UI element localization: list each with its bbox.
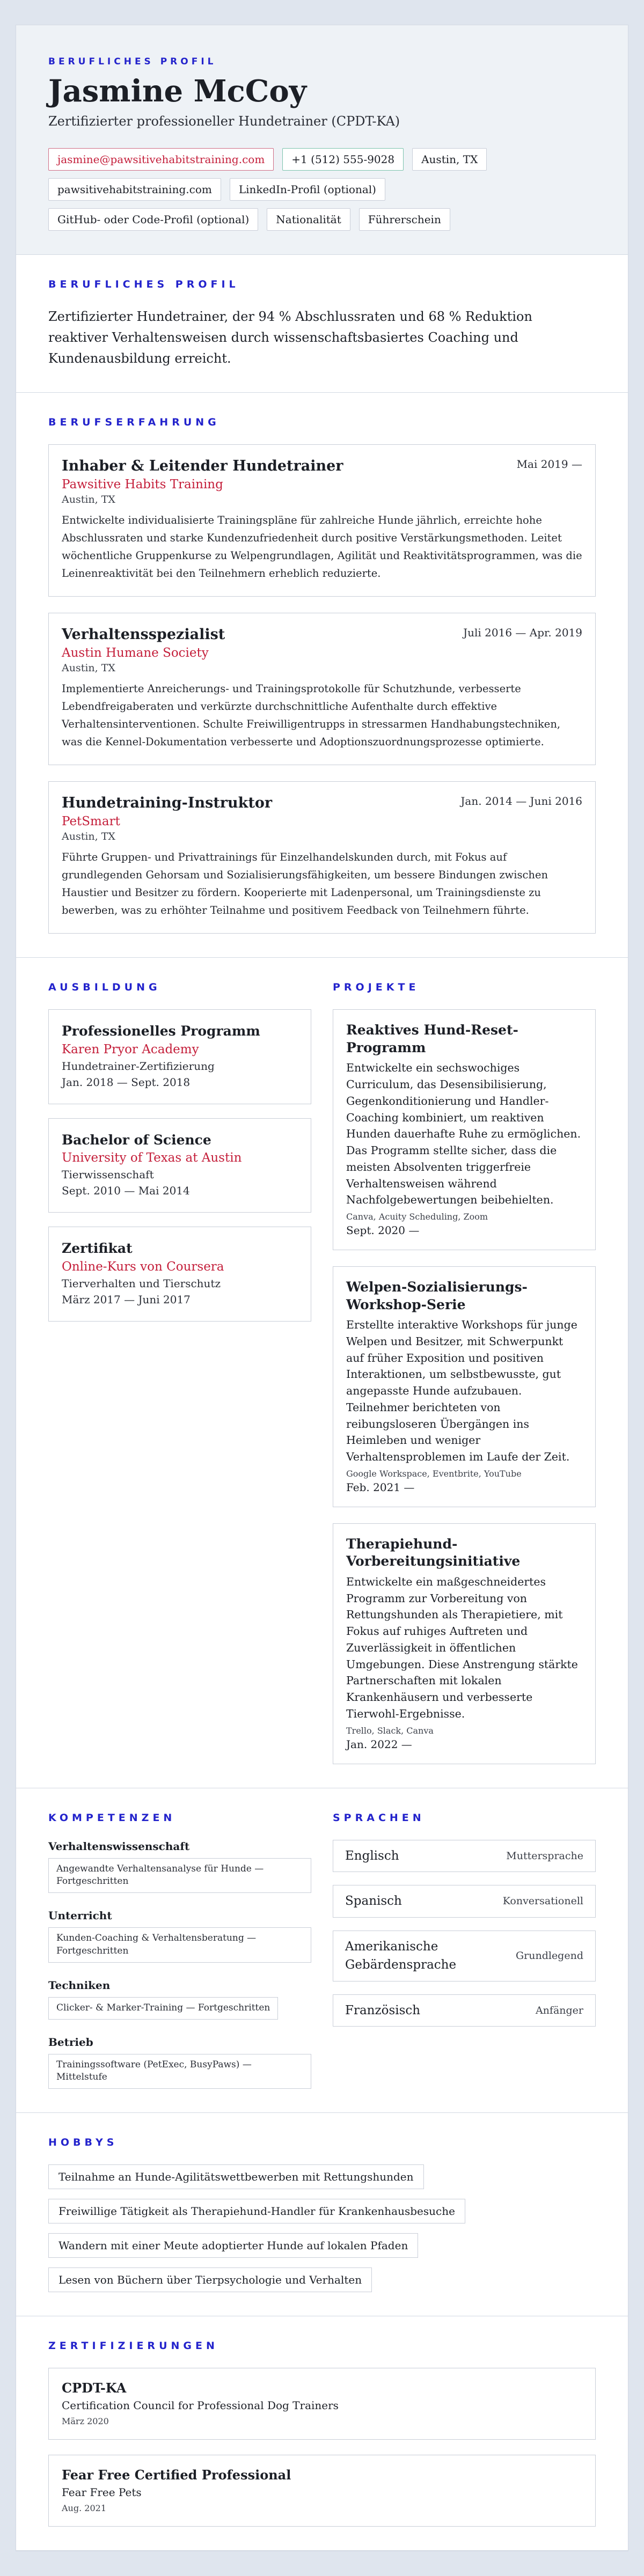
job-title: Inhaber & Leitender Hundetrainer (62, 458, 343, 475)
certifications-section (16, 2316, 628, 2551)
language-name: Englisch (345, 1848, 399, 1863)
hobby-item: Wandern mit einer Meute adoptierter Hunde auf lokalen Pfaden (48, 2233, 418, 2258)
hobby-item: Lesen von Büchern über Tierpsychologie und Verhalten (48, 2267, 372, 2292)
language-item (333, 1931, 596, 1981)
certification-date: Aug. 2021 (62, 2503, 106, 2514)
education-item (48, 1009, 311, 1104)
language-item (333, 1885, 596, 1918)
job-org: Pawsitive Habits Training (62, 478, 223, 492)
school-name: Online-Kurs von Coursera (62, 1259, 224, 1274)
certifications-heading: ZERTIFIZIERUNGEN (48, 2340, 218, 2352)
skills-column (48, 1812, 311, 2089)
experience-section (16, 393, 628, 958)
hobby-item: Teilnahme an Hunde-Agilitätswettbewerben mit Rettungshunden (48, 2164, 424, 2189)
skill-group (48, 1979, 311, 2020)
project-title: Therapiehund-Vorbereitungsinitiative (346, 1536, 521, 1569)
education-item (48, 1227, 311, 1322)
skill-item: Angewandte Verhaltensanalyse für Hunde — Fortgeschritten (48, 1858, 311, 1894)
degree-title: Zertifikat (62, 1241, 133, 1257)
field-of-study: Tierwissenschaft (62, 1168, 154, 1181)
project-date: Sept. 2020 — (346, 1224, 420, 1237)
contact-chips (48, 148, 585, 231)
experience-item (48, 613, 596, 765)
skills-heading: KOMPETENZEN (48, 1811, 176, 1824)
field-of-study: Tierverhalten und Tierschutz (62, 1276, 221, 1290)
skill-group (48, 1909, 311, 1963)
project-date: Feb. 2021 — (346, 1480, 415, 1494)
project-title: Reaktives Hund-Reset-Programm (346, 1022, 518, 1055)
project-date: Jan. 2022 — (346, 1737, 412, 1751)
profile-summary: Zertifizierter Hundetrainer, der 94 % Abschlussraten und 68 % Reduktion reaktiver Verhaltensweisen durch wissenschaftsbasiertes Coaching und Kundenausbildung erreicht. (48, 309, 532, 366)
skill-category: Techniken (48, 1978, 111, 1992)
certification-title: Fear Free Certified Professional (62, 2467, 291, 2483)
github-link[interactable]: GitHub- oder Code-Profil (optional) (48, 208, 258, 231)
education-date: Sept. 2010 — Mai 2014 (62, 1184, 190, 1198)
project-tools: Trello, Slack, Canva (346, 1725, 434, 1736)
experience-item (48, 781, 596, 934)
license-chip: Führerschein (359, 208, 450, 231)
resume-page (16, 25, 628, 2551)
website-link[interactable]: pawsitivehabitstraining.com (48, 178, 221, 201)
education-date: März 2017 — Juni 2017 (62, 1293, 191, 1306)
job-title: Verhaltensspezialist (62, 626, 225, 643)
certification-issuer: Fear Free Pets (62, 2486, 142, 2499)
job-org: Austin Humane Society (62, 646, 209, 660)
job-date: Juli 2016 — Apr. 2019 (463, 626, 582, 640)
language-level: Grundlegend (515, 1950, 583, 1962)
job-description: Führte Gruppen- und Privattrainings für Einzelhandelskunden durch, mit Fokus auf grundlegenden Gehorsam und Sozialisierungsfähigkeiten, um bessere Bindungen zwischen Haustier und Besitzer zu fördern. Kooperierte mit Ladenpersonal, um Trainingsdienste zu bewerben, was zu erhöhter Teilnahme und positivem Feedback von Teilnehmern führte. (62, 851, 548, 916)
job-location: Austin, TX (62, 662, 115, 674)
languages-heading: SPRACHEN (333, 1811, 425, 1824)
school-name: University of Texas at Austin (62, 1151, 242, 1165)
skill-group (48, 1840, 311, 1894)
degree-title: Professionelles Programm (62, 1023, 260, 1039)
certification-item (48, 2368, 596, 2440)
education-projects-section (16, 958, 628, 1788)
project-item (333, 1009, 596, 1250)
linkedin-link[interactable]: LinkedIn-Profil (optional) (230, 178, 385, 201)
skill-item: Clicker- & Marker-Training — Fortgeschritten (48, 1997, 278, 2020)
project-title: Welpen-Sozialisierungs-Workshop-Serie (346, 1279, 528, 1312)
education-column (48, 981, 311, 1764)
candidate-name: Jasmine McCoy (48, 74, 307, 109)
language-name: Spanisch (345, 1894, 402, 1909)
projects-column (333, 981, 596, 1764)
skill-category: Unterricht (48, 1909, 112, 1922)
header-eyebrow: BERUFLICHES PROFIL (48, 56, 217, 67)
job-org: PetSmart (62, 814, 120, 829)
location-chip: Austin, TX (412, 148, 487, 171)
project-description: Erstellte interaktive Workshops für junge Welpen und Besitzer, mit Schwerpunkt auf früher Exposition und positiven Interaktionen, um selbstbewusste, gut angepasste Hunde aufzubauen. Teilnehmer berichteten von reibungsloseren Übergängen ins Heimleben und weniger Verhaltensproblemen im Laufe der Zeit. (346, 1318, 577, 1464)
project-description: Entwickelte ein sechswochiges Curriculum, das Desensibilisierung, Gegenkonditionierung und Handler-Coaching kombiniert, um reaktiven Hunden dauerhafte Ruhe zu ermöglichen. Das Programm stellte sicher, dass die meisten Absolventen triggerfreie Verhaltensweisen während Nachfolgebewertungen beibehielten. (346, 1061, 581, 1207)
language-name: Französisch (345, 2003, 421, 2017)
project-description: Entwickelte ein maßgeschneidertes Programm zur Vorbereitung von Rettungshunden als Therapietiere, mit Fokus auf ruhiges Auftreten und Zuverlässigkeit in öffentlichen Umgebungen. Diese Anstrengung stärkte Partnerschaften mit lokalen Krankenhäusern und verbesserte Tierwohl-Ergebnisse. (346, 1575, 578, 1720)
experience-heading: BERUFSERFAHRUNG (48, 416, 220, 429)
hobbies-heading: HOBBYS (48, 2137, 118, 2149)
job-date: Mai 2019 — (516, 458, 582, 471)
skill-item: Kunden-Coaching & Verhaltensberatung — Fortgeschritten (48, 1927, 311, 1963)
language-name: Amerikanische Gebärdensprache (345, 1939, 457, 1972)
hobby-item: Freiwillige Tätigkeit als Therapiehund-Handler für Krankenhausbesuche (48, 2199, 465, 2223)
language-level: Anfänger (535, 2004, 583, 2016)
field-of-study: Hundetrainer-Zertifizierung (62, 1059, 215, 1073)
languages-column (333, 1812, 596, 2089)
education-date: Jan. 2018 — Sept. 2018 (62, 1075, 191, 1089)
language-level: Konversationell (502, 1895, 583, 1907)
resume-header (16, 25, 628, 255)
school-name: Karen Pryor Academy (62, 1042, 199, 1056)
nationality-chip: Nationalität (267, 208, 350, 231)
job-title: Hundetraining-Instruktor (62, 795, 273, 812)
certification-item (48, 2455, 596, 2527)
project-item (333, 1266, 596, 1507)
phone-link[interactable]: +1 (512) 555-9028 (282, 148, 404, 171)
education-heading: AUSBILDUNG (48, 981, 161, 994)
education-item (48, 1118, 311, 1213)
profile-section (16, 255, 628, 393)
job-date: Jan. 2014 — Juni 2016 (460, 795, 582, 808)
language-item (333, 1994, 596, 2027)
language-item (333, 1840, 596, 1873)
skills-languages-section (16, 1788, 628, 2113)
job-description: Implementierte Anreicherungs- und Trainingsprotokolle für Schutzhunde, verbesserte Lebendfreigaberaten und verkürzte durchschnittliche Aufenthalte durch effektive Verhaltensinterventionen. Schulte Freiwilligentrupps in stressarmen Handhabungstechniken, was die Kennel-Dokumentation verbesserte und Adoptionszuordnungsprozesse optimierte. (62, 682, 561, 748)
candidate-title: Zertifizierter professioneller Hundetrainer (CPDT-KA) (48, 113, 400, 129)
profile-heading: BERUFLICHES PROFIL (48, 278, 239, 290)
projects-heading: PROJEKTE (333, 981, 420, 994)
job-description: Entwickelte individualisierte Trainingspläne für zahlreiche Hunde jährlich, erreichte hohe Abschlussraten und starke Kundenzufriedenheit durch positive Verstärkungsmethoden. Leitet wöchentliche Gruppenkurse zu Welpengrundlagen, Agilität und Reaktivitätsprogrammen, was die Leinenreaktivität bei den Teilnehmern erheblich reduzierte. (62, 514, 582, 579)
language-level: Muttersprache (506, 1850, 583, 1862)
email-link[interactable]: jasmine@pawsitivehabitstraining.com (48, 148, 274, 171)
project-item (333, 1523, 596, 1764)
certification-date: März 2020 (62, 2416, 109, 2427)
project-tools: Canva, Acuity Scheduling, Zoom (346, 1212, 488, 1222)
project-tools: Google Workspace, Eventbrite, YouTube (346, 1468, 522, 1479)
certification-title: CPDT-KA (62, 2380, 127, 2396)
certification-issuer: Certification Council for Professional Dog Trainers (62, 2399, 339, 2412)
job-location: Austin, TX (62, 831, 115, 843)
skill-category: Verhaltenswissenschaft (48, 1839, 190, 1853)
skill-group (48, 2036, 311, 2089)
degree-title: Bachelor of Science (62, 1132, 211, 1148)
job-location: Austin, TX (62, 494, 115, 506)
skill-item: Trainingssoftware (PetExec, BusyPaws) — Mittelstufe (48, 2054, 311, 2089)
skill-category: Betrieb (48, 2035, 93, 2049)
experience-item (48, 444, 596, 597)
hobbies-section (16, 2113, 628, 2316)
